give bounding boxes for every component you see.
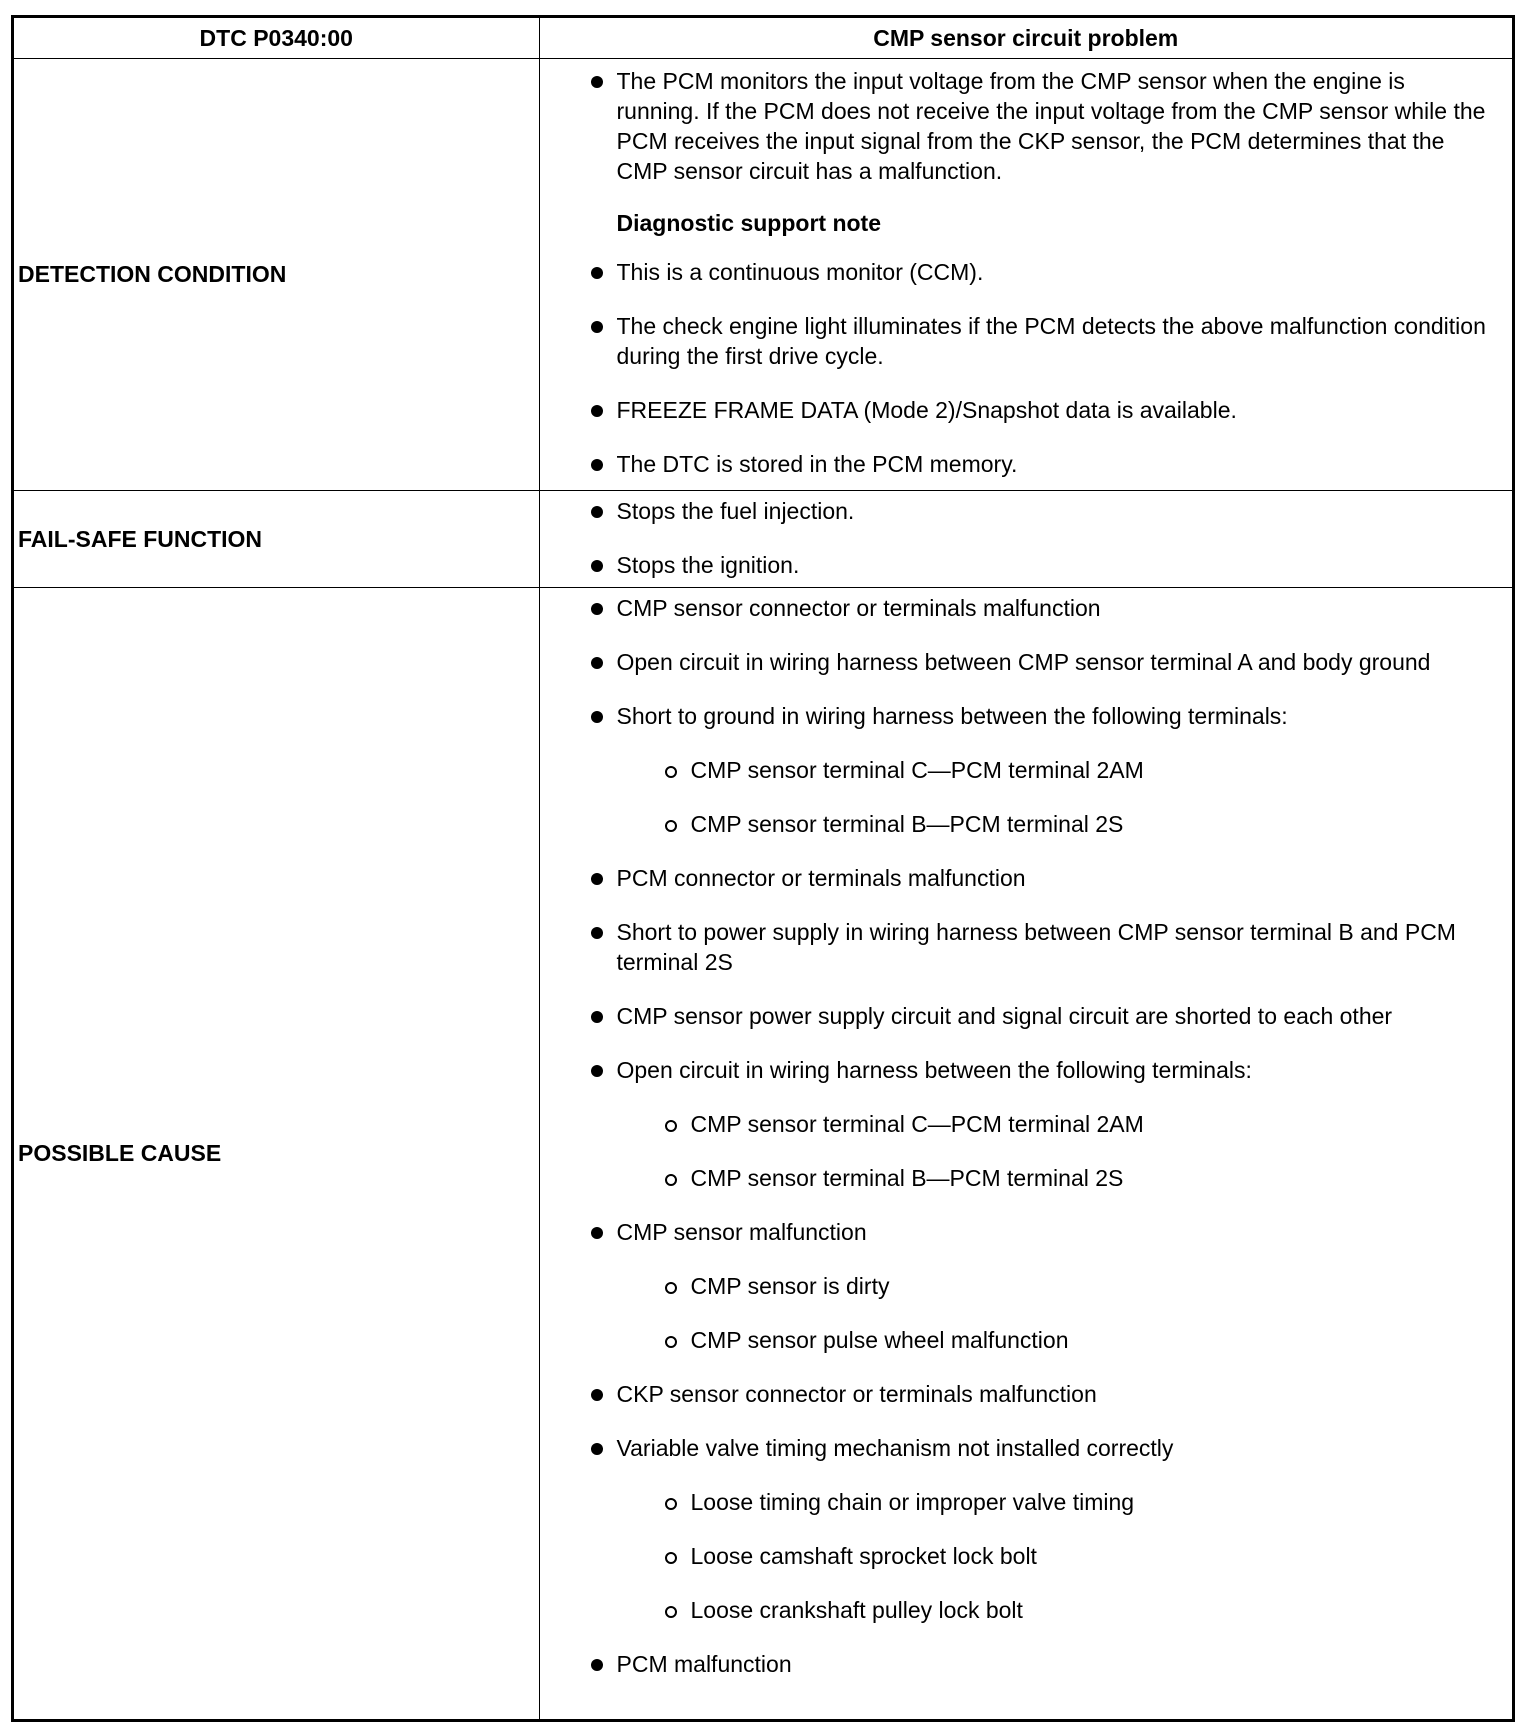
list-item: Short to power supply in wiring harness between CMP sensor terminal B and PCM terminal 2S xyxy=(540,917,1493,977)
list-item: Stops the fuel injection. xyxy=(540,496,1493,526)
list-item: Short to ground in wiring harness between the following terminals: xyxy=(540,701,1493,731)
possible-cause-label: POSSIBLE CAUSE xyxy=(14,588,539,1720)
fail-safe-function-row xyxy=(14,491,1512,588)
list-item: Variable valve timing mechanism not installed correctly xyxy=(540,1433,1493,1463)
sub-list-item: CMP sensor is dirty xyxy=(540,1271,1493,1301)
sub-list-item: CMP sensor terminal C—PCM terminal 2AM xyxy=(540,755,1493,785)
detection-condition-row xyxy=(14,59,1512,491)
dtc-description-header: CMP sensor circuit problem xyxy=(539,18,1512,59)
list-item: CMP sensor connector or terminals malfunction xyxy=(540,593,1493,623)
dtc-document xyxy=(11,15,1515,1722)
list-item: The check engine light illuminates if the PCM detects the above malfunction condition during the first drive cycle. xyxy=(540,311,1493,371)
sub-list-item: Loose timing chain or improper valve timing xyxy=(540,1487,1493,1517)
sub-list-item: CMP sensor terminal B—PCM terminal 2S xyxy=(540,809,1493,839)
fail-safe-function-content xyxy=(539,491,1512,588)
list-item: Open circuit in wiring harness between the following terminals: xyxy=(540,1055,1493,1085)
possible-cause-content xyxy=(539,588,1512,1720)
list-item: The PCM monitors the input voltage from the CMP sensor when the engine is running. If the PCM does not receive the input voltage from the CMP sensor while the PCM receives the input signal from the CKP sensor, the PCM determines that the CMP sensor circuit has a malfunction. xyxy=(540,66,1493,186)
detection-condition-content xyxy=(539,59,1512,491)
list-item: CKP sensor connector or terminals malfunction xyxy=(540,1379,1493,1409)
dtc-table xyxy=(14,18,1512,1719)
list-item: This is a continuous monitor (CCM). xyxy=(540,257,1493,287)
list-item: PCM connector or terminals malfunction xyxy=(540,863,1493,893)
sub-list-item: Loose crankshaft pulley lock bolt xyxy=(540,1595,1493,1625)
list-item: Stops the ignition. xyxy=(540,550,1493,580)
list-item: Open circuit in wiring harness between CMP sensor terminal A and body ground xyxy=(540,647,1493,677)
sub-list-item: CMP sensor pulse wheel malfunction xyxy=(540,1325,1493,1355)
sub-list-item: CMP sensor terminal B—PCM terminal 2S xyxy=(540,1163,1493,1193)
table-header-row xyxy=(14,18,1512,59)
fail-safe-function-label: FAIL-SAFE FUNCTION xyxy=(14,491,539,588)
possible-cause-row xyxy=(14,588,1512,1720)
dtc-code-header: DTC P0340:00 xyxy=(14,18,539,59)
list-item: FREEZE FRAME DATA (Mode 2)/Snapshot data is available. xyxy=(540,395,1493,425)
list-item: CMP sensor malfunction xyxy=(540,1217,1493,1247)
detection-condition-label: DETECTION CONDITION xyxy=(14,59,539,491)
sub-list-item: Loose camshaft sprocket lock bolt xyxy=(540,1541,1493,1571)
list-item: The DTC is stored in the PCM memory. xyxy=(540,449,1493,479)
list-item: PCM malfunction xyxy=(540,1649,1493,1679)
list-item: CMP sensor power supply circuit and signal circuit are shorted to each other xyxy=(540,1001,1493,1031)
sub-list-item: CMP sensor terminal C—PCM terminal 2AM xyxy=(540,1109,1493,1139)
diagnostic-support-note-heading: Diagnostic support note xyxy=(616,210,881,236)
